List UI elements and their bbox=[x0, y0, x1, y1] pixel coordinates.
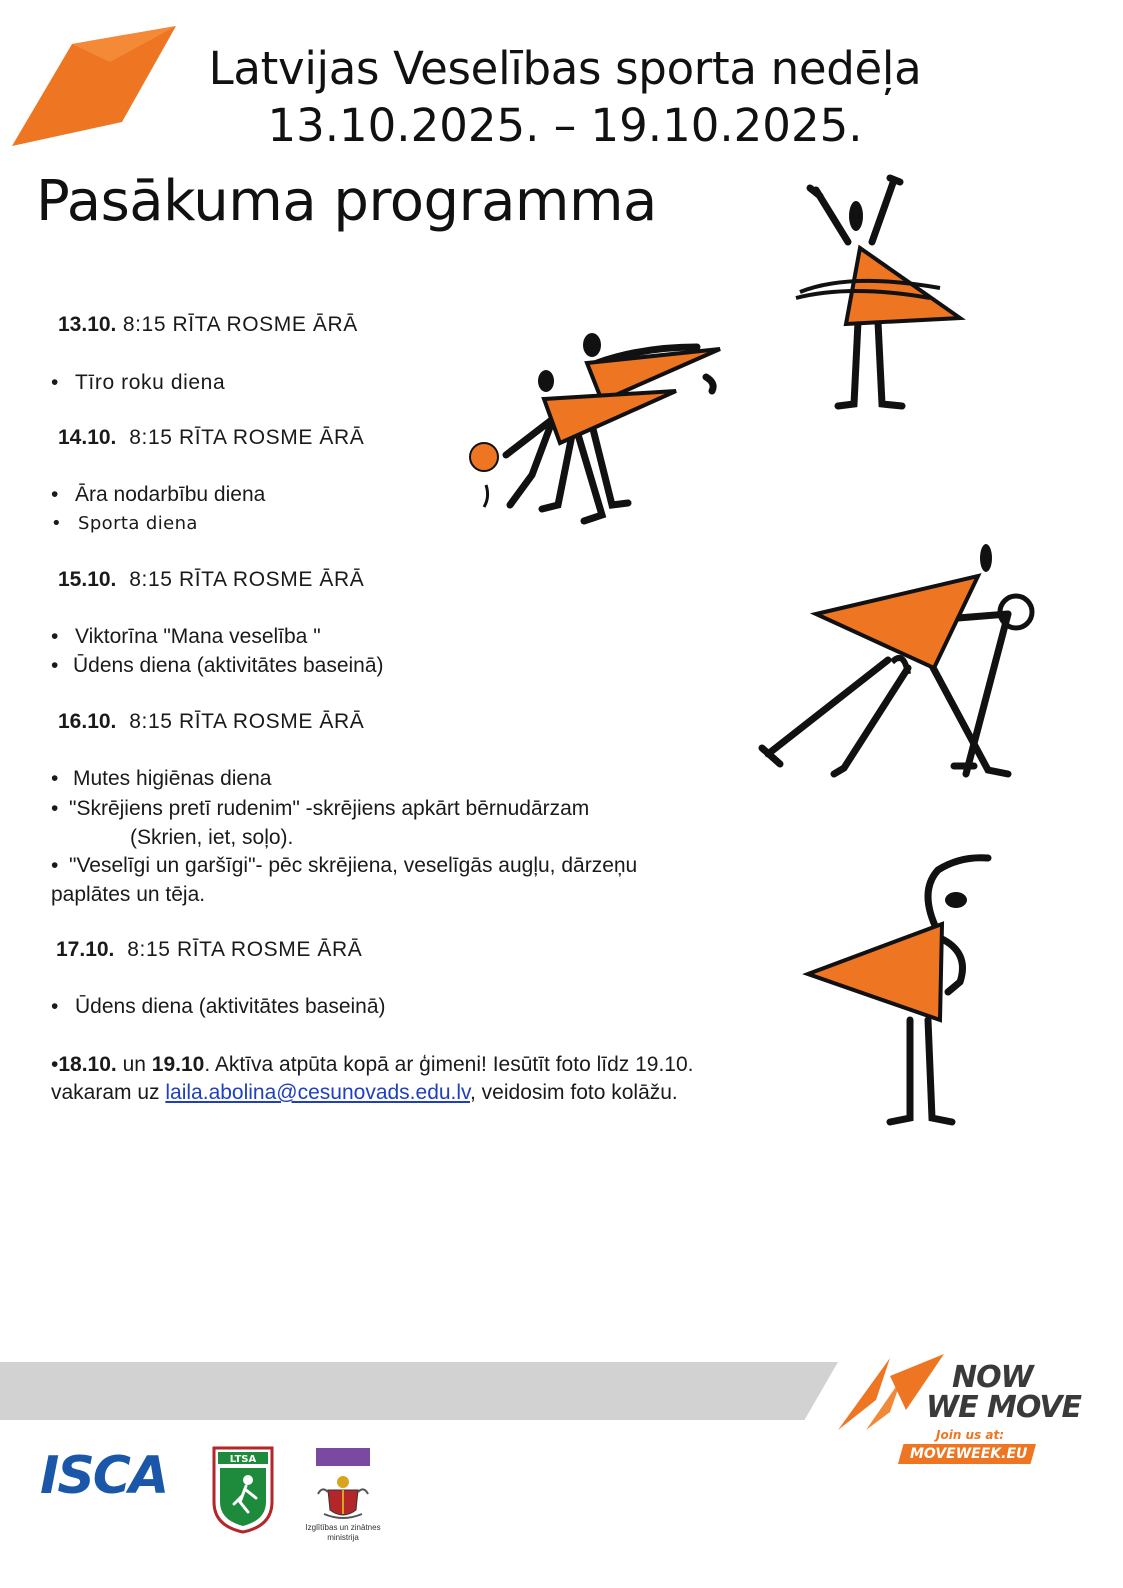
list-item-continuation: paplātes un tēja. bbox=[51, 883, 206, 906]
now-we-move-line2: WE MOVE bbox=[926, 1390, 1082, 1425]
email-link[interactable]: laila.abolina@cesunovads.edu.lv bbox=[165, 1081, 470, 1104]
day-date: 14.10. bbox=[58, 426, 117, 449]
day-date: 17.10. bbox=[56, 938, 115, 961]
day-time-label: 8:15 RĪTA ROSME ĀRĀ bbox=[127, 938, 363, 961]
svg-text:LTSA: LTSA bbox=[229, 1454, 257, 1465]
list-item: • Āra nodarbību diena bbox=[51, 483, 266, 506]
day-header-15 bbox=[58, 567, 364, 593]
day-header-16 bbox=[58, 709, 364, 735]
hula-hoop-figure-illustration bbox=[790, 172, 970, 417]
day-date: 15.10. bbox=[58, 568, 117, 591]
list-item: • Ūdens diena (aktivitātes baseinā) bbox=[51, 654, 384, 677]
day-header-17 bbox=[56, 937, 362, 963]
nordic-walking-figure-illustration bbox=[758, 542, 1048, 787]
isca-logo: ISCA bbox=[40, 1446, 168, 1506]
footer-band bbox=[0, 1362, 838, 1420]
list-item: • "Skrējiens pretī rudenim" -skrējiens apkārt bērnudārzam bbox=[51, 797, 590, 820]
list-item: • Mutes higiēnas diena bbox=[51, 767, 272, 790]
stretching-figure-illustration bbox=[800, 852, 1000, 1132]
list-item: • Viktorīna "Mana veselība " bbox=[51, 625, 321, 648]
ltsa-shield-logo bbox=[212, 1446, 274, 1534]
list-item: • "Veselīgi un garšīgi"- pēc skrējiena, veselīgās augļu, dārzeņu bbox=[51, 854, 638, 877]
event-title: Latvijas Veselības sporta nedēļa bbox=[208, 42, 922, 95]
day-header-13 bbox=[58, 312, 358, 338]
list-item-continuation: (Skrien, iet, soļo). bbox=[130, 826, 294, 849]
list-item: • Sporta diena bbox=[51, 513, 198, 534]
program-heading: Pasākuma programma bbox=[36, 169, 657, 234]
event-dates: 13.10.2025. – 19.10.2025. bbox=[267, 99, 863, 152]
day-time-label: 8:15 RĪTA ROSME ĀRĀ bbox=[129, 426, 365, 449]
day-header-14 bbox=[58, 425, 364, 451]
list-item: • Ūdens diena (aktivitātes baseinā) bbox=[51, 995, 386, 1018]
ministry-caption: Izglītības un zinātnes ministrija bbox=[305, 1523, 381, 1542]
moveweek-url[interactable]: MOVEWEEK.EU bbox=[910, 1446, 1028, 1462]
list-item: • Tīro roku diena bbox=[51, 371, 226, 394]
day-time-label: 8:15 RĪTA ROSME ĀRĀ bbox=[129, 568, 365, 591]
ministry-coat-of-arms-logo bbox=[314, 1448, 372, 1522]
day-time-label: 8:15 RĪTA ROSME ĀRĀ bbox=[122, 313, 358, 336]
day-date: 16.10. bbox=[58, 710, 117, 733]
weekend-paragraph: •18.10. un 19.10. Aktīva atpūta kopā ar ģimeni! Iesūtīt foto līdz 19.10. vakaram uz laila.abolina@cesunovads.edu.lv, veidosim foto kolāžu. bbox=[51, 1053, 694, 1104]
dancing-couple-illustration bbox=[462, 325, 727, 530]
now-we-move-line1: NOW bbox=[952, 1360, 1033, 1395]
day-date: 13.10. bbox=[58, 313, 117, 336]
day-time-label: 8:15 RĪTA ROSME ĀRĀ bbox=[129, 710, 365, 733]
join-us-text: Join us at: bbox=[936, 1428, 1005, 1442]
